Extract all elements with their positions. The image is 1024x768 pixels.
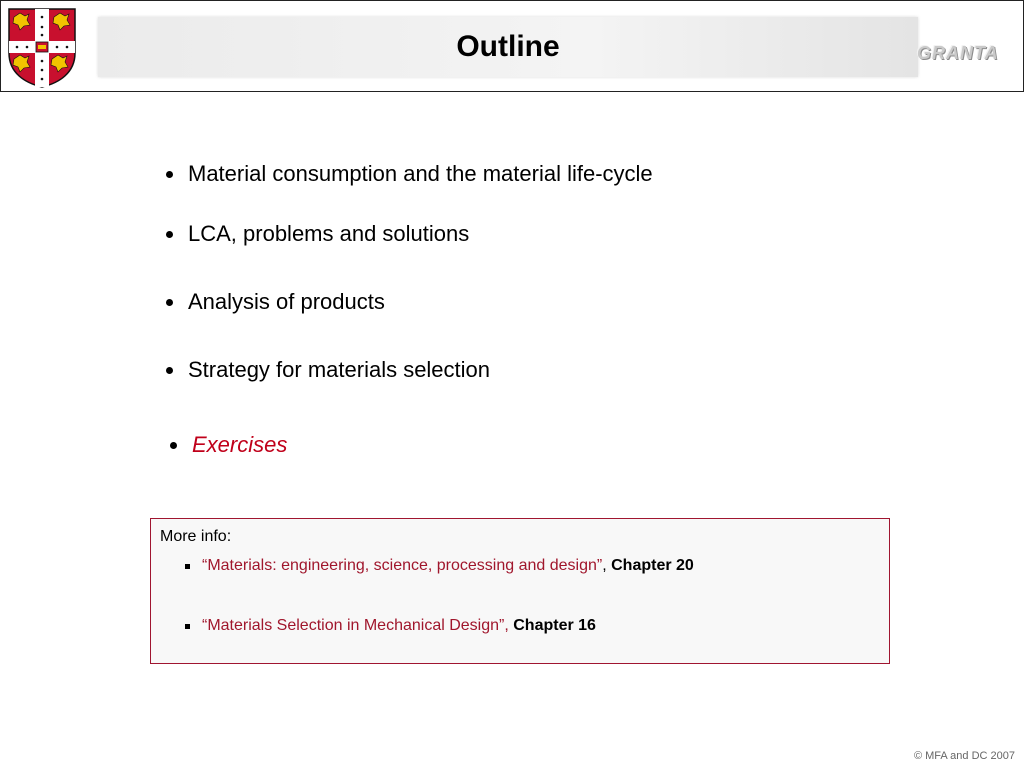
outline-item bbox=[166, 357, 490, 383]
bullet-icon bbox=[166, 171, 173, 178]
outline-item bbox=[166, 161, 653, 187]
reference-item bbox=[185, 617, 596, 635]
outline-item-text: LCA, problems and solutions bbox=[188, 221, 470, 246]
chapter-ref: Chapter 16 bbox=[513, 617, 596, 634]
more-info-box bbox=[150, 518, 890, 664]
slide-title: Outline bbox=[456, 30, 560, 63]
bullet-icon bbox=[166, 231, 173, 238]
outline-item bbox=[166, 289, 385, 315]
outline-item-text: Material consumption and the material life-cycle bbox=[188, 161, 653, 186]
outline-item-text: Strategy for materials selection bbox=[188, 357, 491, 382]
book-title: “Materials: engineering, science, processing and design” bbox=[202, 557, 603, 574]
granta-logo: GRANTA bbox=[917, 43, 999, 63]
book-title: “Materials Selection in Mechanical Design”, bbox=[202, 617, 509, 634]
square-bullet-icon bbox=[185, 564, 190, 569]
outline-item bbox=[166, 221, 469, 247]
reference-separator: , bbox=[602, 557, 607, 574]
outline-item-text: Analysis of products bbox=[188, 289, 385, 314]
bullet-icon bbox=[166, 299, 173, 306]
copyright-footer: © MFA and DC 2007 bbox=[913, 750, 1015, 762]
chapter-ref: Chapter 20 bbox=[611, 557, 694, 574]
bullet-icon bbox=[170, 442, 177, 449]
reference-item bbox=[185, 557, 694, 575]
title-band bbox=[98, 17, 918, 77]
university-crest-icon bbox=[7, 7, 77, 89]
square-bullet-icon bbox=[185, 624, 190, 629]
header-bar bbox=[0, 0, 1024, 92]
more-info-heading: More info: bbox=[160, 528, 232, 545]
exercises-link[interactable]: Exercises bbox=[192, 432, 288, 457]
bullet-icon bbox=[166, 367, 173, 374]
outline-item-exercises[interactable] bbox=[170, 432, 287, 458]
